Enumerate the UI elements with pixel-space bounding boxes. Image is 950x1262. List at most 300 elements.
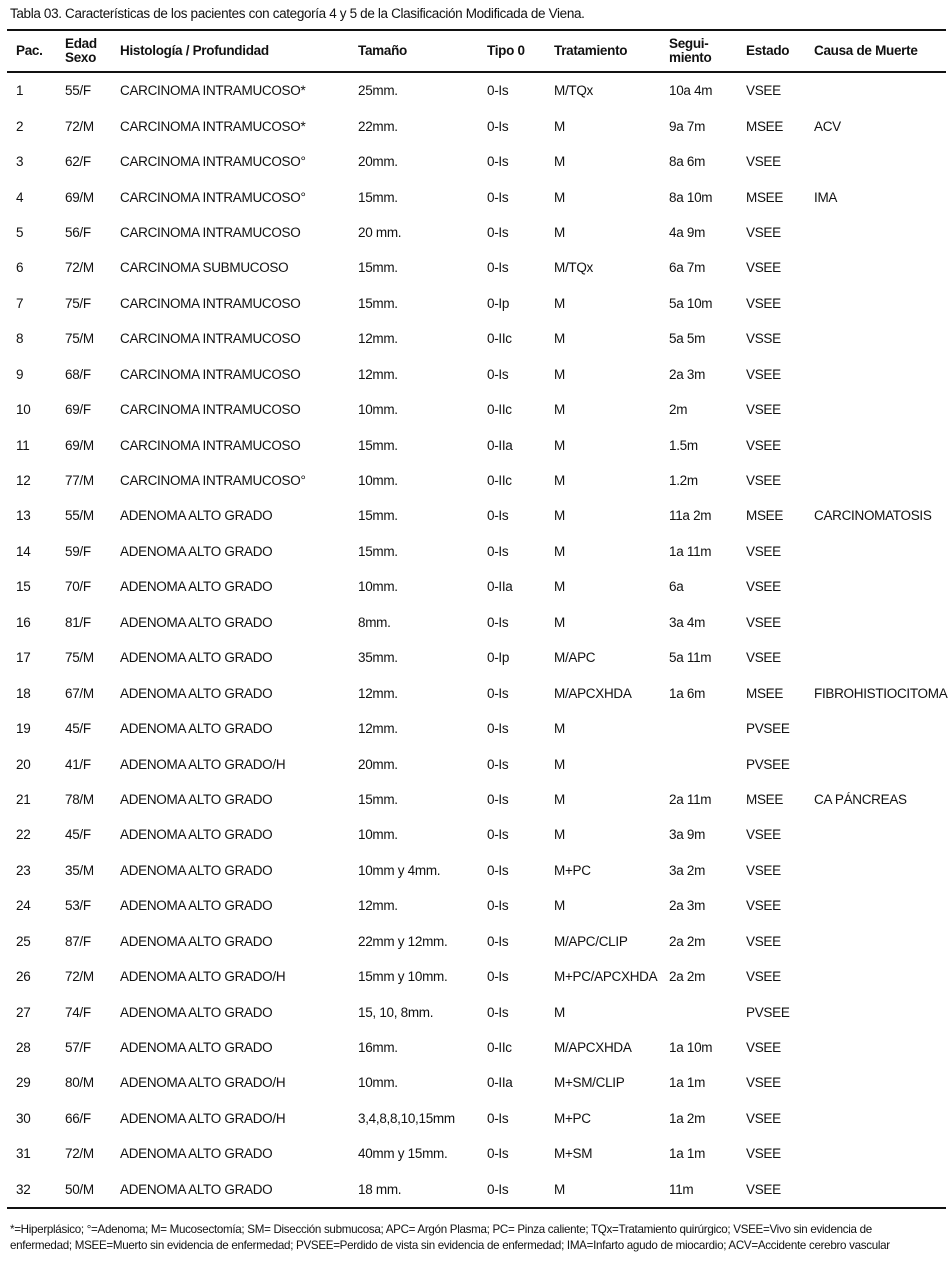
cell-tamano: 10mm. xyxy=(358,1075,398,1091)
cell-estado: MSEE xyxy=(746,791,784,807)
cell-pac: 30 xyxy=(16,1110,31,1126)
cell-tipo: 0-IIa xyxy=(487,1075,513,1091)
cell-seguimiento: 1.5m xyxy=(669,437,698,453)
table-row xyxy=(7,250,946,285)
table-row xyxy=(7,817,946,852)
patients-table xyxy=(7,29,946,1209)
cell-causa: CARCINOMATOSIS xyxy=(814,508,932,524)
cell-edad-sexo: 77/M xyxy=(65,473,94,489)
cell-tratamiento: M xyxy=(554,331,565,347)
cell-histologia: ADENOMA ALTO GRADO xyxy=(120,1146,273,1162)
cell-pac: 29 xyxy=(16,1075,31,1091)
cell-tratamiento: M xyxy=(554,118,565,134)
cell-tratamiento: M xyxy=(554,224,565,240)
cell-edad-sexo: 68/F xyxy=(65,366,91,382)
cell-pac: 7 xyxy=(16,295,24,311)
cell-tratamiento: M xyxy=(554,437,565,453)
table-row xyxy=(7,605,946,640)
cell-tratamiento: M xyxy=(554,1004,565,1020)
cell-edad-sexo: 41/F xyxy=(65,756,91,772)
cell-estado: PVSEE xyxy=(746,1004,790,1020)
cell-estado: VSEE xyxy=(746,862,781,878)
cell-pac: 28 xyxy=(16,1040,31,1056)
header-edad-sexo xyxy=(65,31,97,71)
cell-pac: 1 xyxy=(16,83,24,99)
cell-tamano: 10mm. xyxy=(358,473,398,489)
cell-tamano: 12mm. xyxy=(358,331,398,347)
cell-edad-sexo: 80/M xyxy=(65,1075,94,1091)
cell-seguimiento: 3a 2m xyxy=(669,862,706,878)
table-row xyxy=(7,534,946,569)
cell-tratamiento: M xyxy=(554,189,565,205)
cell-tratamiento: M xyxy=(554,366,565,382)
table-row xyxy=(7,321,946,356)
table-row xyxy=(7,463,946,498)
table-row xyxy=(7,215,946,250)
table-row xyxy=(7,427,946,462)
header-tratamiento: Tratamiento xyxy=(554,43,628,58)
table-row xyxy=(7,73,946,108)
cell-seguimiento: 1a 1m xyxy=(669,1146,706,1162)
cell-estado: MSEE xyxy=(746,189,784,205)
cell-edad-sexo: 87/F xyxy=(65,933,91,949)
cell-edad-sexo: 69/M xyxy=(65,437,94,453)
cell-pac: 10 xyxy=(16,402,31,418)
cell-seguimiento: 6a xyxy=(669,579,684,595)
cell-tratamiento: M xyxy=(554,721,565,737)
cell-histologia: ADENOMA ALTO GRADO/H xyxy=(120,1110,286,1126)
header-seguimiento xyxy=(669,31,711,71)
table-row xyxy=(7,144,946,179)
cell-seguimiento: 1.2m xyxy=(669,473,698,489)
cell-edad-sexo: 72/M xyxy=(65,1146,94,1162)
cell-causa: ACV xyxy=(814,118,841,134)
cell-estado: VSEE xyxy=(746,1146,781,1162)
cell-histologia: ADENOMA ALTO GRADO xyxy=(120,685,273,701)
cell-seguimiento: 2a 11m xyxy=(669,791,712,807)
cell-tratamiento: M/APCXHDA xyxy=(554,1040,632,1056)
cell-pac: 20 xyxy=(16,756,31,772)
cell-tamano: 12mm. xyxy=(358,898,398,914)
cell-tipo: 0-Is xyxy=(487,791,509,807)
cell-tipo: 0-Is xyxy=(487,1004,509,1020)
cell-estado: VSEE xyxy=(746,614,781,630)
cell-histologia: ADENOMA ALTO GRADO xyxy=(120,1181,273,1197)
cell-pac: 9 xyxy=(16,366,24,382)
cell-tratamiento: M xyxy=(554,543,565,559)
table-body xyxy=(7,73,946,1207)
cell-tipo: 0-Is xyxy=(487,508,509,524)
table-footnote xyxy=(10,1222,944,1254)
cell-tamano: 15mm. xyxy=(358,260,398,276)
table-row xyxy=(7,286,946,321)
cell-tratamiento: M xyxy=(554,579,565,595)
cell-histologia: CARCINOMA INTRAMUCOSO xyxy=(120,224,301,240)
cell-tratamiento: M/APCXHDA xyxy=(554,685,632,701)
cell-tratamiento: M xyxy=(554,508,565,524)
cell-tamano: 15mm. xyxy=(358,791,398,807)
table-row xyxy=(7,1172,946,1207)
table-header xyxy=(7,31,946,73)
cell-tamano: 22mm y 12mm. xyxy=(358,933,448,949)
cell-pac: 11 xyxy=(16,437,30,453)
cell-edad-sexo: 57/F xyxy=(65,1040,91,1056)
table-row xyxy=(7,569,946,604)
cell-tipo: 0-Ip xyxy=(487,295,510,311)
cell-pac: 5 xyxy=(16,224,24,240)
cell-tipo: 0-Is xyxy=(487,1110,509,1126)
cell-tamano: 12mm. xyxy=(358,366,398,382)
cell-tratamiento: M/TQx xyxy=(554,260,593,276)
cell-histologia: CARCINOMA INTRAMUCOSO* xyxy=(120,118,306,134)
cell-pac: 6 xyxy=(16,260,24,276)
cell-histologia: ADENOMA ALTO GRADO xyxy=(120,898,273,914)
cell-tamano: 20 mm. xyxy=(358,224,402,240)
cell-seguimiento: 11a 2m xyxy=(669,508,712,524)
table-row xyxy=(7,640,946,675)
cell-estado: VSEE xyxy=(746,933,781,949)
cell-edad-sexo: 70/F xyxy=(65,579,91,595)
cell-tipo: 0-Is xyxy=(487,969,509,985)
cell-estado: MSEE xyxy=(746,508,784,524)
cell-pac: 25 xyxy=(16,933,31,949)
cell-tamano: 15mm. xyxy=(358,437,398,453)
table-row xyxy=(7,924,946,959)
cell-pac: 15 xyxy=(16,579,31,595)
cell-histologia: CARCINOMA SUBMUCOSO xyxy=(120,260,289,276)
cell-histologia: ADENOMA ALTO GRADO xyxy=(120,1004,273,1020)
cell-estado: VSEE xyxy=(746,260,781,276)
cell-edad-sexo: 75/M xyxy=(65,331,94,347)
cell-seguimiento: 1a 6m xyxy=(669,685,706,701)
cell-tratamiento: M xyxy=(554,1181,565,1197)
table-row xyxy=(7,888,946,923)
cell-tamano: 15mm. xyxy=(358,295,398,311)
cell-edad-sexo: 72/M xyxy=(65,969,94,985)
cell-seguimiento: 2a 2m xyxy=(669,933,706,949)
cell-edad-sexo: 78/M xyxy=(65,791,94,807)
cell-tratamiento: M/APC/CLIP xyxy=(554,933,628,949)
cell-edad-sexo: 50/M xyxy=(65,1181,94,1197)
cell-pac: 4 xyxy=(16,189,24,205)
cell-tratamiento: M+SM xyxy=(554,1146,593,1162)
cell-edad-sexo: 69/M xyxy=(65,189,94,205)
cell-histologia: ADENOMA ALTO GRADO xyxy=(120,862,273,878)
cell-pac: 16 xyxy=(16,614,31,630)
cell-seguimiento: 4a 9m xyxy=(669,224,706,240)
table-row xyxy=(7,959,946,994)
header-sexo: Sexo xyxy=(65,50,97,65)
cell-tipo: 0-Is xyxy=(487,118,509,134)
cell-estado: VSEE xyxy=(746,224,781,240)
cell-seguimiento: 1a 1m xyxy=(669,1075,706,1091)
cell-estado: VSEE xyxy=(746,402,781,418)
cell-histologia: CARCINOMA INTRAMUCOSO° xyxy=(120,473,306,489)
cell-seguimiento: 8a 10m xyxy=(669,189,713,205)
cell-seguimiento: 3a 9m xyxy=(669,827,706,843)
cell-tratamiento: M/TQx xyxy=(554,83,593,99)
table-row xyxy=(7,782,946,817)
cell-tratamiento: M xyxy=(554,791,565,807)
table-row xyxy=(7,1101,946,1136)
table-row xyxy=(7,1065,946,1100)
cell-tamano: 8mm. xyxy=(358,614,391,630)
cell-histologia: CARCINOMA INTRAMUCOSO* xyxy=(120,83,306,99)
cell-edad-sexo: 67/M xyxy=(65,685,94,701)
cell-tratamiento: M xyxy=(554,473,565,489)
header-seguimiento-line1: Segui- xyxy=(669,36,709,51)
table-row xyxy=(7,357,946,392)
cell-pac: 18 xyxy=(16,685,31,701)
cell-histologia: ADENOMA ALTO GRADO xyxy=(120,721,273,737)
cell-tamano: 10mm. xyxy=(358,827,398,843)
cell-pac: 23 xyxy=(16,862,31,878)
cell-tipo: 0-Is xyxy=(487,366,509,382)
cell-edad-sexo: 53/F xyxy=(65,898,91,914)
cell-seguimiento: 2m xyxy=(669,402,688,418)
cell-seguimiento: 11m xyxy=(669,1181,694,1197)
cell-edad-sexo: 45/F xyxy=(65,721,91,737)
cell-tipo: 0-Is xyxy=(487,898,509,914)
footnote-line-1: *=Hiperplásico; °=Adenoma; M= Mucosectomía; SM= Disección submucosa; APC= Argón Plasma; PC= Pinza caliente; TQx=Tratamiento quirúrgico; VSEE=Vivo sin evidencia de xyxy=(10,1223,872,1236)
cell-estado: PVSEE xyxy=(746,756,790,772)
cell-tratamiento: M xyxy=(554,898,565,914)
cell-tamano: 10mm. xyxy=(358,402,398,418)
cell-seguimiento: 5a 10m xyxy=(669,295,713,311)
cell-edad-sexo: 72/M xyxy=(65,118,94,134)
cell-estado: VSEE xyxy=(746,1075,781,1091)
cell-edad-sexo: 74/F xyxy=(65,1004,91,1020)
cell-histologia: CARCINOMA INTRAMUCOSO xyxy=(120,402,301,418)
cell-seguimiento: 1a 11m xyxy=(669,543,712,559)
cell-estado: MSEE xyxy=(746,685,784,701)
cell-tamano: 15mm. xyxy=(358,508,398,524)
cell-seguimiento: 10a 4m xyxy=(669,83,713,99)
cell-histologia: ADENOMA ALTO GRADO xyxy=(120,791,273,807)
cell-causa: IMA xyxy=(814,189,838,205)
cell-edad-sexo: 69/F xyxy=(65,402,91,418)
cell-tamano: 15mm y 10mm. xyxy=(358,969,448,985)
cell-tamano: 15mm. xyxy=(358,543,398,559)
cell-tratamiento: M+SM/CLIP xyxy=(554,1075,625,1091)
cell-seguimiento: 8a 6m xyxy=(669,154,706,170)
cell-tipo: 0-IIc xyxy=(487,331,512,347)
cell-edad-sexo: 55/F xyxy=(65,83,91,99)
cell-edad-sexo: 59/F xyxy=(65,543,91,559)
cell-edad-sexo: 56/F xyxy=(65,224,91,240)
cell-estado: VSEE xyxy=(746,969,781,985)
header-histologia: Histología / Profundidad xyxy=(120,43,269,58)
cell-histologia: CARCINOMA INTRAMUCOSO xyxy=(120,295,301,311)
cell-edad-sexo: 55/M xyxy=(65,508,94,524)
cell-pac: 8 xyxy=(16,331,24,347)
cell-estado: VSSE xyxy=(746,331,781,347)
cell-pac: 27 xyxy=(16,1004,31,1020)
cell-tratamiento: M/APC xyxy=(554,650,596,666)
cell-tipo: 0-Is xyxy=(487,83,509,99)
cell-histologia: ADENOMA ALTO GRADO xyxy=(120,614,273,630)
cell-estado: VSEE xyxy=(746,1181,781,1197)
table-row xyxy=(7,746,946,781)
cell-estado: VSEE xyxy=(746,650,781,666)
cell-seguimiento: 2a 3m xyxy=(669,366,706,382)
cell-estado: VSEE xyxy=(746,295,781,311)
cell-edad-sexo: 75/F xyxy=(65,295,91,311)
cell-tamano: 3,4,8,8,10,15mm xyxy=(358,1110,455,1126)
table-row xyxy=(7,675,946,710)
cell-tipo: 0-Is xyxy=(487,827,509,843)
cell-tamano: 22mm. xyxy=(358,118,398,134)
cell-tamano: 18 mm. xyxy=(358,1181,402,1197)
cell-tipo: 0-Is xyxy=(487,260,509,276)
cell-tipo: 0-Is xyxy=(487,933,509,949)
cell-pac: 12 xyxy=(16,473,31,489)
cell-tipo: 0-Is xyxy=(487,756,509,772)
cell-tipo: 0-IIc xyxy=(487,473,512,489)
footnote-line-2: enfermedad; MSEE=Muerto sin evidencia de enfermedad; PVSEE=Perdido de vista sin evidencia de enfermedad; IMA=Infarto agudo de miocardio; ACV=Accidente cerebro vascular xyxy=(10,1239,890,1252)
cell-histologia: ADENOMA ALTO GRADO/H xyxy=(120,969,286,985)
cell-histologia: CARCINOMA INTRAMUCOSO° xyxy=(120,154,306,170)
cell-tamano: 16mm. xyxy=(358,1040,398,1056)
cell-tamano: 12mm. xyxy=(358,721,398,737)
table-row xyxy=(7,994,946,1029)
cell-histologia: ADENOMA ALTO GRADO xyxy=(120,543,273,559)
cell-tipo: 0-Is xyxy=(487,543,509,559)
header-edad: Edad xyxy=(65,36,97,51)
cell-estado: VSEE xyxy=(746,1110,781,1126)
table-row xyxy=(7,1136,946,1171)
cell-seguimiento: 2a 2m xyxy=(669,969,706,985)
header-estado: Estado xyxy=(746,43,790,58)
cell-estado: VSEE xyxy=(746,366,781,382)
cell-seguimiento: 3a 4m xyxy=(669,614,706,630)
cell-tipo: 0-IIa xyxy=(487,437,513,453)
cell-histologia: ADENOMA ALTO GRADO xyxy=(120,933,273,949)
cell-estado: MSEE xyxy=(746,118,784,134)
cell-tipo: 0-Is xyxy=(487,614,509,630)
cell-histologia: ADENOMA ALTO GRADO/H xyxy=(120,1075,286,1091)
cell-pac: 32 xyxy=(16,1181,31,1197)
cell-tamano: 10mm. xyxy=(358,579,398,595)
cell-tipo: 0-IIa xyxy=(487,579,513,595)
cell-tratamiento: M+PC xyxy=(554,1110,591,1126)
cell-edad-sexo: 35/M xyxy=(65,862,94,878)
table-row xyxy=(7,498,946,533)
table-row xyxy=(7,711,946,746)
cell-histologia: CARCINOMA INTRAMUCOSO xyxy=(120,366,301,382)
cell-pac: 22 xyxy=(16,827,31,843)
cell-edad-sexo: 45/F xyxy=(65,827,91,843)
cell-causa: FIBROHISTIOCITOMA xyxy=(814,685,948,701)
cell-histologia: ADENOMA ALTO GRADO xyxy=(120,579,273,595)
cell-histologia: ADENOMA ALTO GRADO xyxy=(120,508,273,524)
cell-tamano: 20mm. xyxy=(358,154,398,170)
cell-causa: CA PÁNCREAS xyxy=(814,791,907,807)
cell-estado: VSEE xyxy=(746,154,781,170)
cell-tratamiento: M+PC xyxy=(554,862,591,878)
cell-tipo: 0-Is xyxy=(487,862,509,878)
header-tamano: Tamaño xyxy=(358,43,407,58)
cell-tipo: 0-Is xyxy=(487,721,509,737)
cell-estado: VSEE xyxy=(746,1040,781,1056)
cell-seguimiento: 5a 11m xyxy=(669,650,712,666)
cell-pac: 13 xyxy=(16,508,31,524)
cell-tipo: 0-Ip xyxy=(487,650,510,666)
cell-tipo: 0-IIc xyxy=(487,1040,512,1056)
cell-pac: 26 xyxy=(16,969,31,985)
cell-tratamiento: M xyxy=(554,402,565,418)
cell-pac: 2 xyxy=(16,118,24,134)
table-title: Tabla 03. Características de los pacientes con categoría 4 y 5 de la Clasificación Modificada de Viena. xyxy=(10,6,585,21)
cell-estado: VSEE xyxy=(746,827,781,843)
cell-seguimiento: 2a 3m xyxy=(669,898,706,914)
cell-pac: 17 xyxy=(16,650,31,666)
cell-tamano: 15mm. xyxy=(358,189,398,205)
cell-pac: 24 xyxy=(16,898,31,914)
cell-pac: 21 xyxy=(16,791,31,807)
header-seguimiento-line2: miento xyxy=(669,50,712,65)
cell-tipo: 0-Is xyxy=(487,154,509,170)
cell-estado: VSEE xyxy=(746,473,781,489)
cell-seguimiento: 5a 5m xyxy=(669,331,706,347)
cell-estado: VSEE xyxy=(746,83,781,99)
cell-tratamiento: M+PC/APCXHDA xyxy=(554,969,658,985)
cell-tamano: 20mm. xyxy=(358,756,398,772)
cell-tipo: 0-Is xyxy=(487,189,509,205)
cell-histologia: CARCINOMA INTRAMUCOSO° xyxy=(120,189,306,205)
cell-histologia: CARCINOMA INTRAMUCOSO xyxy=(120,437,301,453)
cell-edad-sexo: 75/M xyxy=(65,650,94,666)
cell-estado: PVSEE xyxy=(746,721,790,737)
header-pac: Pac. xyxy=(16,43,43,58)
cell-seguimiento: 9a 7m xyxy=(669,118,706,134)
cell-estado: VSEE xyxy=(746,543,781,559)
cell-estado: VSEE xyxy=(746,437,781,453)
cell-estado: VSEE xyxy=(746,579,781,595)
cell-histologia: CARCINOMA INTRAMUCOSO xyxy=(120,331,301,347)
cell-edad-sexo: 66/F xyxy=(65,1110,91,1126)
cell-tratamiento: M xyxy=(554,827,565,843)
cell-tratamiento: M xyxy=(554,614,565,630)
cell-tipo: 0-IIc xyxy=(487,402,512,418)
table-row xyxy=(7,108,946,143)
cell-tratamiento: M xyxy=(554,295,565,311)
cell-tamano: 12mm. xyxy=(358,685,398,701)
cell-pac: 31 xyxy=(16,1146,31,1162)
cell-tamano: 15, 10, 8mm. xyxy=(358,1004,434,1020)
cell-tamano: 40mm y 15mm. xyxy=(358,1146,448,1162)
table-row xyxy=(7,1030,946,1065)
cell-tamano: 25mm. xyxy=(358,83,398,99)
cell-histologia: ADENOMA ALTO GRADO xyxy=(120,827,273,843)
cell-pac: 14 xyxy=(16,543,31,559)
table-row xyxy=(7,392,946,427)
header-tipo: Tipo 0 xyxy=(487,43,525,58)
cell-pac: 3 xyxy=(16,154,24,170)
table-row xyxy=(7,853,946,888)
header-causa: Causa de Muerte xyxy=(814,43,918,58)
cell-tratamiento: M xyxy=(554,154,565,170)
cell-pac: 19 xyxy=(16,721,31,737)
cell-tipo: 0-Is xyxy=(487,1146,509,1162)
cell-seguimiento: 1a 10m xyxy=(669,1040,713,1056)
cell-edad-sexo: 81/F xyxy=(65,614,91,630)
cell-estado: VSEE xyxy=(746,898,781,914)
cell-edad-sexo: 62/F xyxy=(65,154,91,170)
cell-tipo: 0-Is xyxy=(487,1181,509,1197)
cell-seguimiento: 6a 7m xyxy=(669,260,706,276)
cell-tamano: 10mm y 4mm. xyxy=(358,862,441,878)
